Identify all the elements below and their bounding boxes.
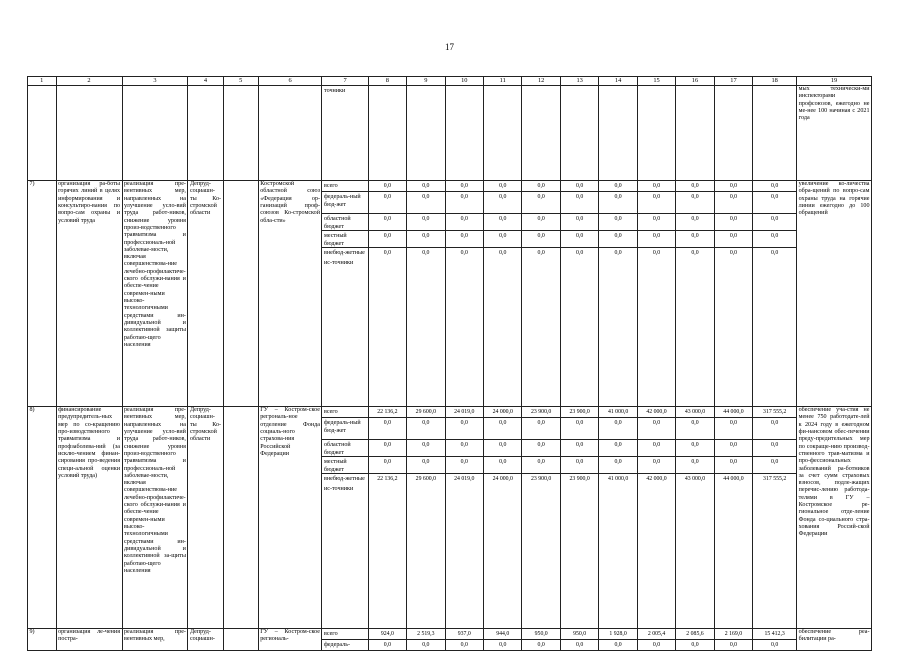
measure-description <box>122 86 188 181</box>
funding-sources <box>322 629 368 651</box>
funding-value: 0,0 <box>638 214 675 231</box>
measure-description: реализация пре-вентивных мер, <box>122 629 188 651</box>
funding-value: 0,0 <box>522 181 559 192</box>
funding-value: 0,0 <box>369 457 406 474</box>
funding-value <box>407 86 444 96</box>
participant: ГУ – Костром-ское регрональ-ное отделение Фонда социаль-ного страхова-ния Российской Федерации <box>258 407 322 629</box>
funding-value: 0,0 <box>715 418 752 440</box>
funding-value-column <box>522 181 560 407</box>
funding-value-column <box>714 407 752 629</box>
funding-value <box>446 86 483 96</box>
funding-value: 0,0 <box>576 250 584 256</box>
header-cell: 9 <box>407 77 445 86</box>
funding-value-column <box>484 629 522 651</box>
funding-value: 0,0 <box>484 231 521 248</box>
funding-value: 0,0 <box>369 192 406 214</box>
funding-value-column <box>753 181 797 407</box>
funding-value-column <box>676 629 714 651</box>
funding-value: 317 555,2 <box>753 407 796 418</box>
funding-value: 23 900,0 <box>561 407 598 418</box>
funding-value: 0,0 <box>369 231 406 248</box>
funding-value-column <box>714 181 752 407</box>
funding-value: 0,0 <box>638 418 675 440</box>
funding-value: 0,0 <box>407 192 444 214</box>
funding-value: 44 000,0 <box>715 407 752 418</box>
funding-value: 41 000,0 <box>599 407 636 418</box>
funding-value: 317 555,2 <box>763 476 787 482</box>
funding-value <box>676 86 713 96</box>
funding-source-label: областной бюджет <box>323 216 351 230</box>
funding-value <box>599 86 636 96</box>
funding-value: 0,0 <box>771 250 779 256</box>
funding-value-column <box>445 407 483 629</box>
funding-value-column <box>522 407 560 629</box>
funding-value: 0,0 <box>522 192 559 214</box>
measure-name <box>56 86 122 181</box>
funding-value: 0,0 <box>599 457 636 474</box>
measure-description: реализация пре-вентивных мер, направленных на улучшение усло-вий труда работ-ников, снижение уровня произ-водственного травматизма и профессиональ-ной заболевае-мости, включая совершенствова-ние лечебно-профилактиче-ского обслужи-вания и обеспе-чение современ-ными высоко-технологичными средствами ин-дивидуальной и коллективной за-щиты работаю-щего населения <box>122 407 188 629</box>
funding-value: 0,0 <box>715 181 752 192</box>
funding-value: 0,0 <box>537 642 545 648</box>
funding-value-column <box>445 86 483 181</box>
funding-source-label: всего <box>323 183 338 189</box>
funding-value: 0,0 <box>561 457 598 474</box>
funding-value-column <box>368 181 406 407</box>
funding-value-column <box>637 407 675 629</box>
funding-value: 0,0 <box>460 250 468 256</box>
funding-value: 0,0 <box>422 250 430 256</box>
funding-value: 0,0 <box>446 214 483 231</box>
funding-value: 0,0 <box>522 231 559 248</box>
header-cell: 4 <box>188 77 223 86</box>
funding-value: 41 000,0 <box>607 476 629 482</box>
funding-value: 0,0 <box>638 231 675 248</box>
funding-value: 0,0 <box>460 642 468 648</box>
funding-value: 0,0 <box>446 231 483 248</box>
funding-value: 0,0 <box>676 457 713 474</box>
funding-value: 0,0 <box>753 214 796 231</box>
funding-value: 0,0 <box>599 418 636 440</box>
funding-value: 0,0 <box>446 192 483 214</box>
funding-value <box>753 86 796 96</box>
funding-value: 0,0 <box>407 457 444 474</box>
expected-result: обеспечение уча-стия не менее 750 работодате-лей к 2024 году в ежегодном фи-нансовом обес-печении преду-предительных мер по сокраще-нию производ-ственного трав-матизма и про-фессиональных заболеваний ра-ботников за счет сумм страховых взносов, подле-жащих перечис-лению работода-телями в ГУ – Костромское ре-гиональное отде-ление Фонда со-циального стра-хования Россий-ской Федерации <box>797 407 872 629</box>
funding-value-column <box>599 629 637 651</box>
funding-value: 0,0 <box>715 440 752 457</box>
column-5 <box>223 629 258 651</box>
funding-value-column <box>522 629 560 651</box>
funding-value-column <box>714 86 752 181</box>
funding-value: 0,0 <box>369 440 406 457</box>
funding-value: 0,0 <box>407 214 444 231</box>
header-cell: 2 <box>56 77 122 86</box>
funding-source-label: точники <box>323 88 346 94</box>
funding-value: 0,0 <box>599 181 636 192</box>
funding-value: 937,0 <box>446 629 483 640</box>
funding-value-column <box>637 629 675 651</box>
funding-value: 0,0 <box>407 181 444 192</box>
executor: Депруд-социашн- <box>188 629 223 651</box>
header-cell: 15 <box>637 77 675 86</box>
header-cell: 7 <box>322 77 368 86</box>
funding-source-label: областной бюджет <box>323 442 351 456</box>
funding-value-column <box>599 407 637 629</box>
funding-value: 24 019,0 <box>454 476 475 482</box>
funding-value-column <box>522 86 560 181</box>
header-cell: 3 <box>122 77 188 86</box>
header-cell: 19 <box>797 77 872 86</box>
funding-value: 22 136,2 <box>377 476 398 482</box>
executor <box>188 86 223 181</box>
funding-value-column <box>407 629 445 651</box>
funding-value: 0,0 <box>522 418 559 440</box>
header-cell: 8 <box>368 77 406 86</box>
row-number: 8) <box>28 407 57 629</box>
funding-value <box>369 86 406 96</box>
funding-value-column <box>599 181 637 407</box>
header-cell: 5 <box>223 77 258 86</box>
funding-value: 0,0 <box>676 231 713 248</box>
funding-value-column <box>368 407 406 629</box>
funding-value: 0,0 <box>691 250 699 256</box>
funding-value: 0,0 <box>446 181 483 192</box>
funding-value: 0,0 <box>676 181 713 192</box>
funding-value-column <box>637 181 675 407</box>
funding-value: 0,0 <box>652 642 661 648</box>
funding-value: 0,0 <box>407 440 444 457</box>
funding-value: 0,0 <box>729 250 738 256</box>
funding-value: 0,0 <box>407 231 444 248</box>
funding-value: 24 000,0 <box>484 407 521 418</box>
funding-value: 0,0 <box>499 642 507 648</box>
executor: Депруд-социашн-ты Ко-стромской области <box>188 181 223 407</box>
funding-value: 0,0 <box>369 214 406 231</box>
funding-value: 0,0 <box>446 418 483 440</box>
row-number: 9) <box>28 629 57 651</box>
funding-value: 0,0 <box>715 457 752 474</box>
funding-value: 0,0 <box>599 440 636 457</box>
table-row <box>28 181 872 407</box>
funding-value: 0,0 <box>407 418 444 440</box>
funding-sources <box>322 407 368 629</box>
funding-value: 0,0 <box>599 214 636 231</box>
column-5 <box>223 86 258 181</box>
column-5 <box>223 181 258 407</box>
funding-value: 24 000,0 <box>492 476 513 482</box>
funding-value: 0,0 <box>561 231 598 248</box>
table-row <box>28 86 872 181</box>
funding-value: 0,0 <box>576 642 584 648</box>
funding-value <box>638 86 675 96</box>
participant: ГУ – Костром-ское региональ- <box>258 629 322 651</box>
funding-value: 0,0 <box>771 642 779 648</box>
funding-value-column <box>368 629 406 651</box>
funding-value: 0,0 <box>484 440 521 457</box>
measure-description: реализация пре-вентивных мер, направленных на улучшение усло-вий труда работ-ников, снижение уровня произ-водственного травматизма и профессиональ-ной заболевае-мости, включая совершенствова-ние лечебно-профилактиче-ского обслужи-вания и обеспе-чение современ-ными высоко-технологичными средствами ин-дивидуальной и коллективной защиты работаю-щего населения <box>122 181 188 407</box>
header-cell: 18 <box>753 77 797 86</box>
funding-value: 15 412,3 <box>753 629 796 640</box>
expected-result: мых технически-ми инспекторами профсоюзов, ежегодно не ме-нее 100 начиная с 2021 года <box>797 86 872 181</box>
funding-value-column <box>484 407 522 629</box>
funding-value: 950,0 <box>522 629 559 640</box>
table-row <box>28 407 872 629</box>
funding-value: 0,0 <box>614 642 622 648</box>
funding-value: 0,0 <box>484 457 521 474</box>
funding-value: 23 900,0 <box>569 476 590 482</box>
funding-value: 0,0 <box>499 250 507 256</box>
funding-source-label: внебюд-жетные ис-точники <box>323 250 365 266</box>
measure-name: организация ра-боты горячих линий в целях информирования и консультиро-вания по вопро-сам охраны и условий труда <box>56 181 122 407</box>
funding-value: 0,0 <box>638 181 675 192</box>
funding-value: 0,0 <box>676 192 713 214</box>
funding-source-label: федераль- <box>323 642 351 648</box>
funding-value: 0,0 <box>676 214 713 231</box>
funding-value: 0,0 <box>753 440 796 457</box>
column-5 <box>223 407 258 629</box>
funding-value-column <box>407 181 445 407</box>
funding-value: 2 005,4 <box>638 629 675 640</box>
funding-value-column <box>676 407 714 629</box>
funding-source-label: всего <box>323 631 338 637</box>
funding-source-label: местный бюджет <box>323 459 347 473</box>
funding-value-column <box>753 86 797 181</box>
funding-value: 23 900,0 <box>522 407 559 418</box>
page-number: 17 <box>445 42 454 52</box>
participant: Костромской областной союз «Федерация ор-ганизаций проф-союзов Ко-стромской обла-сти» <box>258 181 322 407</box>
measure-name: организация ле-чения постра- <box>56 629 122 651</box>
funding-value <box>484 86 521 96</box>
funding-value <box>522 86 559 96</box>
funding-value-column <box>484 86 522 181</box>
funding-value-column <box>637 86 675 181</box>
funding-value: 0,0 <box>715 231 752 248</box>
funding-source-label: федераль-ный бюд-жет <box>323 420 361 434</box>
funding-value: 0,0 <box>561 418 598 440</box>
funding-value <box>561 86 598 96</box>
header-cell: 12 <box>522 77 560 86</box>
funding-value: 0,0 <box>422 642 430 648</box>
funding-value: 43 000,0 <box>684 476 706 482</box>
funding-value: 0,0 <box>715 214 752 231</box>
funding-value: 0,0 <box>652 250 661 256</box>
funding-value: 0,0 <box>383 642 391 648</box>
funding-value: 0,0 <box>638 192 675 214</box>
header-cell: 13 <box>560 77 598 86</box>
funding-value: 0,0 <box>561 214 598 231</box>
funding-value: 0,0 <box>484 214 521 231</box>
expected-result: обеспечение реа-билитации ра- <box>797 629 872 651</box>
funding-value: 0,0 <box>537 250 545 256</box>
funding-value: 2 085,6 <box>676 629 713 640</box>
funding-value: 2 169,0 <box>715 629 752 640</box>
funding-value: 0,0 <box>561 192 598 214</box>
funding-value: 0,0 <box>561 440 598 457</box>
funding-value-column <box>407 407 445 629</box>
funding-value-column <box>714 629 752 651</box>
funding-value-column <box>676 86 714 181</box>
funding-value: 0,0 <box>638 440 675 457</box>
funding-value-column <box>445 181 483 407</box>
funding-value: 0,0 <box>484 181 521 192</box>
funding-value: 42 000,0 <box>638 407 675 418</box>
funding-value: 0,0 <box>369 181 406 192</box>
funding-value: 0,0 <box>753 181 796 192</box>
header-cell: 1 <box>28 77 57 86</box>
funding-value-column <box>560 407 598 629</box>
funding-value: 0,0 <box>676 418 713 440</box>
funding-value: 2 519,3 <box>407 629 444 640</box>
funding-value: 1 928,0 <box>599 629 636 640</box>
header-cell: 17 <box>714 77 752 86</box>
funding-value: 0,0 <box>729 642 738 648</box>
funding-value: 0,0 <box>561 181 598 192</box>
header-cell: 10 <box>445 77 483 86</box>
funding-value: 29 600,0 <box>407 407 444 418</box>
funding-value: 924,0 <box>369 629 406 640</box>
funding-value <box>715 86 752 96</box>
header-cell: 16 <box>676 77 714 86</box>
funding-value: 0,0 <box>599 192 636 214</box>
row-number <box>28 86 57 181</box>
funding-value: 44 000,0 <box>723 476 744 482</box>
funding-value-column <box>599 86 637 181</box>
funding-value: 0,0 <box>599 231 636 248</box>
funding-value-column <box>560 181 598 407</box>
funding-value-column <box>560 629 598 651</box>
measure-name: финансирование предупредитель-ных мер по со-кращению про-изводственного травматизма и профзаболева-ний (за исклю-чением финан-сирования про-ведения специ-альной оценки условий труда) <box>56 407 122 629</box>
funding-value: 22 136,2 <box>369 407 406 418</box>
funding-source-label: всего <box>323 409 338 415</box>
funding-source-label: федераль-ный бюд-жет <box>323 194 361 208</box>
funding-value: 23 900,0 <box>531 476 552 482</box>
funding-value-column <box>753 407 797 629</box>
funding-value-column <box>676 181 714 407</box>
funding-value: 0,0 <box>691 642 699 648</box>
table-row <box>28 629 872 651</box>
funding-value-column <box>753 629 797 651</box>
funding-value-column <box>484 181 522 407</box>
funding-value-column <box>445 629 483 651</box>
header-cell: 11 <box>484 77 522 86</box>
funding-value: 0,0 <box>753 192 796 214</box>
funding-value: 950,0 <box>561 629 598 640</box>
funding-sources <box>322 181 368 407</box>
funding-value: 0,0 <box>753 418 796 440</box>
funding-value: 43 000,0 <box>676 407 713 418</box>
funding-value: 42 000,0 <box>646 476 667 482</box>
funding-value: 0,0 <box>676 440 713 457</box>
funding-value: 944,0 <box>484 629 521 640</box>
funding-value: 0,0 <box>446 440 483 457</box>
funding-value-column <box>560 86 598 181</box>
funding-value: 0,0 <box>522 214 559 231</box>
header-cell: 6 <box>258 77 322 86</box>
funding-value: 0,0 <box>383 250 391 256</box>
funding-value: 0,0 <box>522 457 559 474</box>
funding-source-label: местный бюджет <box>323 233 347 247</box>
funding-value: 24 019,0 <box>446 407 483 418</box>
funding-value-column <box>368 86 406 181</box>
funding-value: 0,0 <box>638 457 675 474</box>
header-row <box>28 77 872 86</box>
funding-value: 0,0 <box>522 440 559 457</box>
funding-value: 0,0 <box>753 231 796 248</box>
row-number: 7) <box>28 181 57 407</box>
funding-value: 0,0 <box>614 250 622 256</box>
header-cell: 14 <box>599 77 637 86</box>
financing-table <box>27 76 872 651</box>
funding-value: 29 600,0 <box>415 476 436 482</box>
participant <box>258 86 322 181</box>
funding-value-column <box>407 86 445 181</box>
funding-value: 0,0 <box>484 192 521 214</box>
funding-value: 0,0 <box>369 418 406 440</box>
funding-value: 0,0 <box>446 457 483 474</box>
funding-value: 0,0 <box>484 418 521 440</box>
funding-source-label: внебюд-жетные ис-точники <box>323 476 365 492</box>
funding-value: 0,0 <box>715 192 752 214</box>
executor: Депруд-социашн-ты Ко-стромской области <box>188 407 223 629</box>
funding-value: 0,0 <box>753 457 796 474</box>
expected-result: увеличение ко-личества обра-щений по вопро-сам охраны труда на горячие линии ежегодно до 100 обращений <box>797 181 872 407</box>
funding-sources <box>322 86 368 181</box>
